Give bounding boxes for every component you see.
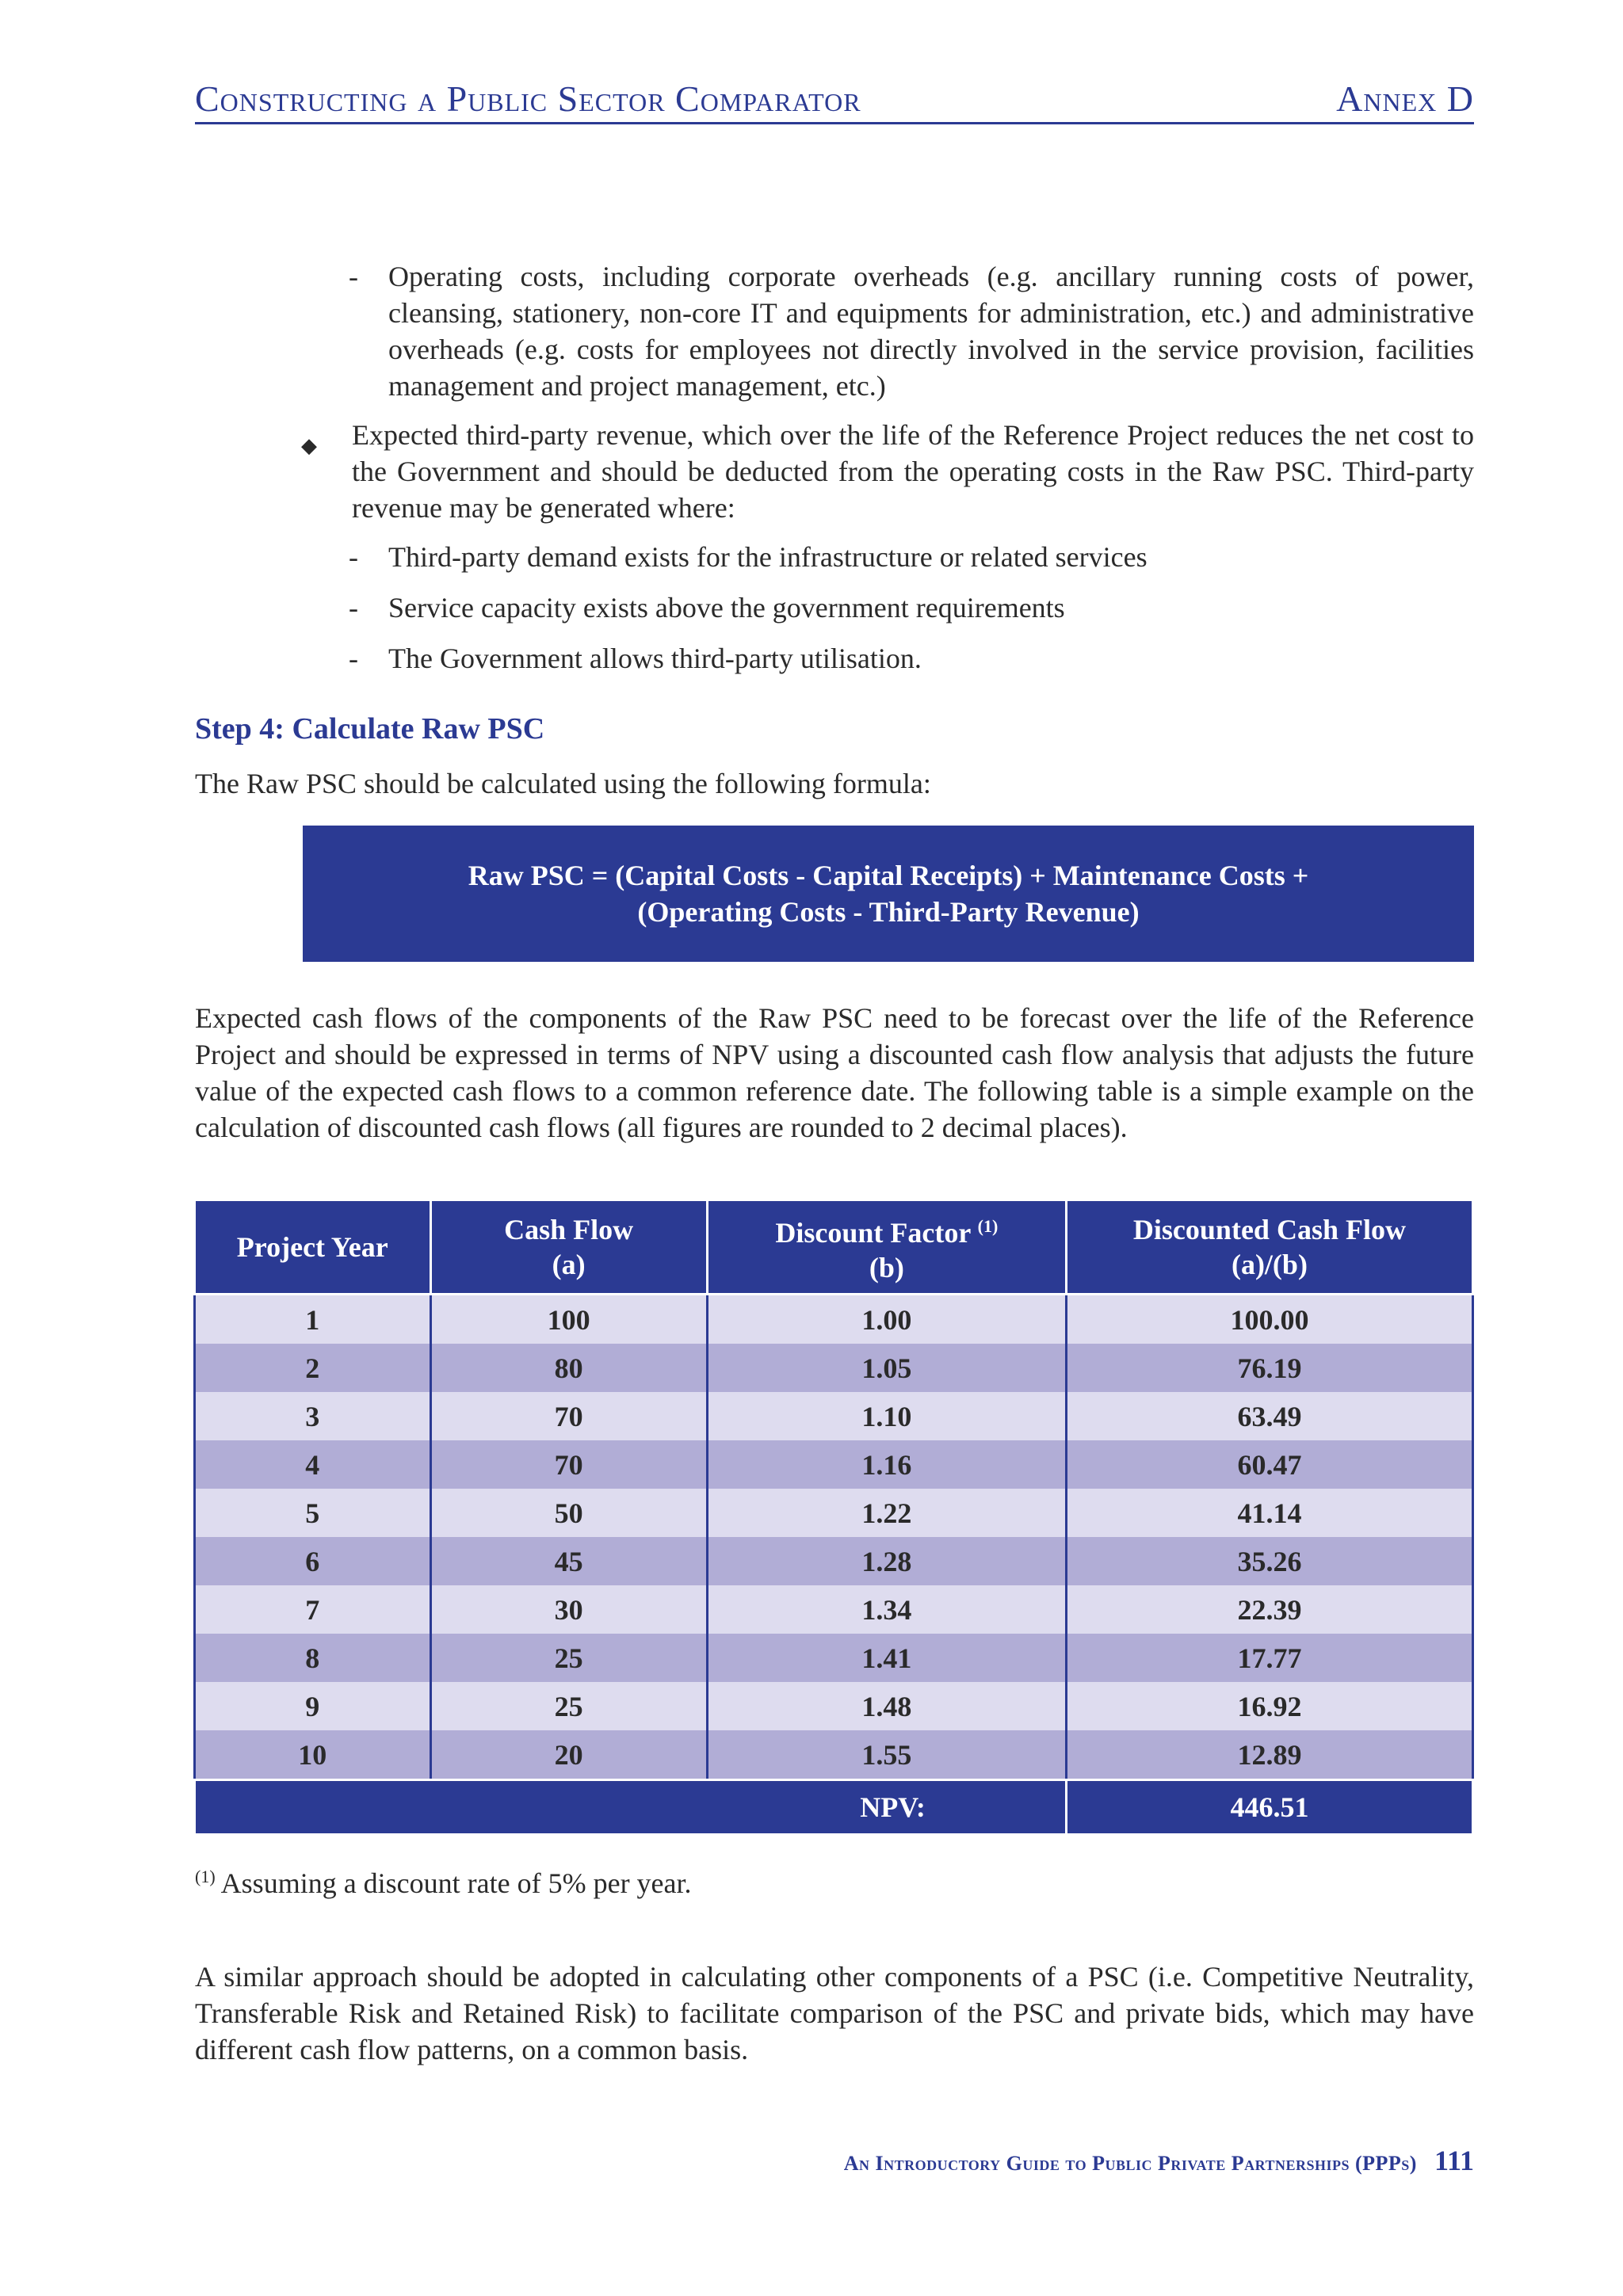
cash-flow-paragraph: Expected cash flows of the components of the Raw PSC need to be forecast over the life of the Reference Project and should be expressed in terms of NPV using a discounted cash flow analysis that adjusts the future value of the expected cash flows to a common reference date. The following table is a simple example on the calculation of discounted cash flows (all figures are rounded to 2 decimal places). (195, 1002, 1474, 1143)
footnote-text: Assuming a discount rate of 5% per year. (220, 1867, 692, 1899)
cell-discounted-cash-flow: 41.14 (1066, 1489, 1472, 1537)
header-discount-factor: Discount Factor $^{(1)}$ (b) (707, 1201, 1066, 1295)
table-row (195, 1730, 1473, 1780)
cell-discounted-cash-flow: 63.49 (1066, 1392, 1472, 1440)
list-item (349, 539, 1474, 575)
cell-discount-factor: 1.55 (707, 1730, 1066, 1780)
table-footnote (195, 1867, 692, 1900)
dash-bullet: - (349, 592, 358, 624)
cell-cash-flow: 100 (430, 1295, 707, 1344)
npv-value: 446.51 (1066, 1780, 1472, 1834)
list-item-text: Third-party demand exists for the infrastructure or related services (388, 541, 1148, 573)
table-row (195, 1634, 1473, 1682)
cell-discounted-cash-flow: 60.47 (1066, 1440, 1472, 1489)
cell-cash-flow: 70 (430, 1440, 707, 1489)
table-row (195, 1295, 1473, 1344)
table-row (195, 1489, 1473, 1537)
cell-discount-factor: 1.48 (707, 1682, 1066, 1730)
step-heading: Step 4: Calculate Raw PSC (195, 712, 545, 746)
cell-cash-flow: 25 (430, 1682, 707, 1730)
list-item-text: Operating costs, including corporate overheads (e.g. ancillary running costs of power, cleansing, stationery, non-core IT and equipments for administration, etc.) and administrative overheads (e.g. costs for employees not directly involved in the service provision, facilities management and project management, etc.) (388, 261, 1474, 402)
cell-discount-factor: 1.22 (707, 1489, 1066, 1537)
cell-discount-factor: 1.10 (707, 1392, 1066, 1440)
cell-cash-flow: 50 (430, 1489, 707, 1537)
page-number: 111 (1434, 2145, 1474, 2176)
cell-year: 7 (195, 1585, 431, 1634)
cell-discount-factor: 1.00 (707, 1295, 1066, 1344)
cell-discount-factor: 1.05 (707, 1344, 1066, 1392)
cell-year: 1 (195, 1295, 431, 1344)
cell-cash-flow: 30 (430, 1585, 707, 1634)
discounted-cash-flow-table (193, 1201, 1474, 1833)
table-row (195, 1392, 1473, 1440)
footnote-marker: (1) (977, 1216, 999, 1236)
cell-discounted-cash-flow: 35.26 (1066, 1537, 1472, 1585)
dash-bullet: - (349, 643, 358, 674)
document-title: Constructing a Public Sector Comparator (195, 78, 861, 119)
cell-discounted-cash-flow: 100.00 (1066, 1295, 1472, 1344)
dash-bullet: - (349, 541, 358, 573)
cell-discounted-cash-flow: 17.77 (1066, 1634, 1472, 1682)
cell-cash-flow: 25 (430, 1634, 707, 1682)
list-item (349, 640, 1474, 677)
header-project-year: Project Year (195, 1201, 431, 1295)
cell-discount-factor: 1.28 (707, 1537, 1066, 1585)
header-cash-flow: Cash Flow (a) (430, 1201, 707, 1295)
dash-bullet: - (349, 261, 358, 292)
cell-discount-factor: 1.41 (707, 1634, 1066, 1682)
cell-discounted-cash-flow: 16.92 (1066, 1682, 1472, 1730)
list-item (349, 589, 1474, 626)
cell-year: 3 (195, 1392, 431, 1440)
cell-year: 5 (195, 1489, 431, 1537)
cell-year: 4 (195, 1440, 431, 1489)
cell-year: 10 (195, 1730, 431, 1780)
footnote-marker: (1) (195, 1867, 216, 1886)
table-row (195, 1682, 1473, 1730)
cell-discount-factor: 1.34 (707, 1585, 1066, 1634)
table-row (195, 1440, 1473, 1489)
list-item-text: The Government allows third-party utilisation. (388, 643, 922, 674)
list-item-text: Service capacity exists above the government requirements (388, 592, 1065, 624)
formula-box (303, 826, 1474, 962)
cell-discounted-cash-flow: 22.39 (1066, 1585, 1472, 1634)
cell-discounted-cash-flow: 76.19 (1066, 1344, 1472, 1392)
npv-total-row (195, 1780, 1473, 1834)
formula-line: (Operating Costs - Third-Party Revenue) (637, 896, 1140, 928)
closing-paragraph: A similar approach should be adopted in calculating other components of a PSC (i.e. Competitive Neutrality, Transferable Risk and Retained Risk) to facilitate comparison of the PSC and private bids, which may have different cash flow patterns, on a common basis. (195, 1961, 1474, 2065)
cell-year: 8 (195, 1634, 431, 1682)
cell-discount-factor: 1.16 (707, 1440, 1066, 1489)
guide-title: An Introductory Guide to Public Private Partnerships (PPPs) (843, 2152, 1417, 2175)
table-row (195, 1537, 1473, 1585)
formula-intro: The Raw PSC should be calculated using the following formula: (195, 768, 931, 799)
diamond-bullet-icon: ◆ (301, 434, 317, 457)
table-row (195, 1344, 1473, 1392)
cell-cash-flow: 45 (430, 1537, 707, 1585)
cell-year: 6 (195, 1537, 431, 1585)
cell-cash-flow: 20 (430, 1730, 707, 1780)
page-header (195, 78, 1474, 124)
table-header-row (195, 1201, 1473, 1295)
header-discounted-cash-flow: Discounted Cash Flow (a)/(b) (1066, 1201, 1472, 1295)
formula-line: Raw PSC = (Capital Costs - Capital Receipts) + Maintenance Costs + (468, 860, 1309, 891)
list-item (301, 417, 1474, 526)
table-row (195, 1585, 1473, 1634)
npv-label: NPV: (195, 1780, 1067, 1834)
list-item (349, 258, 1474, 404)
cell-cash-flow: 70 (430, 1392, 707, 1440)
cell-year: 9 (195, 1682, 431, 1730)
cell-cash-flow: 80 (430, 1344, 707, 1392)
cell-discounted-cash-flow: 12.89 (1066, 1730, 1472, 1780)
cell-year: 2 (195, 1344, 431, 1392)
annex-label: Annex D (1336, 78, 1474, 119)
page-footer (844, 2144, 1474, 2177)
list-item-text: Expected third-party revenue, which over the life of the Reference Project reduces the net cost to the Government and should be deducted from the operating costs in the Raw PSC. Third-party revenue may be generated where: (352, 419, 1474, 524)
